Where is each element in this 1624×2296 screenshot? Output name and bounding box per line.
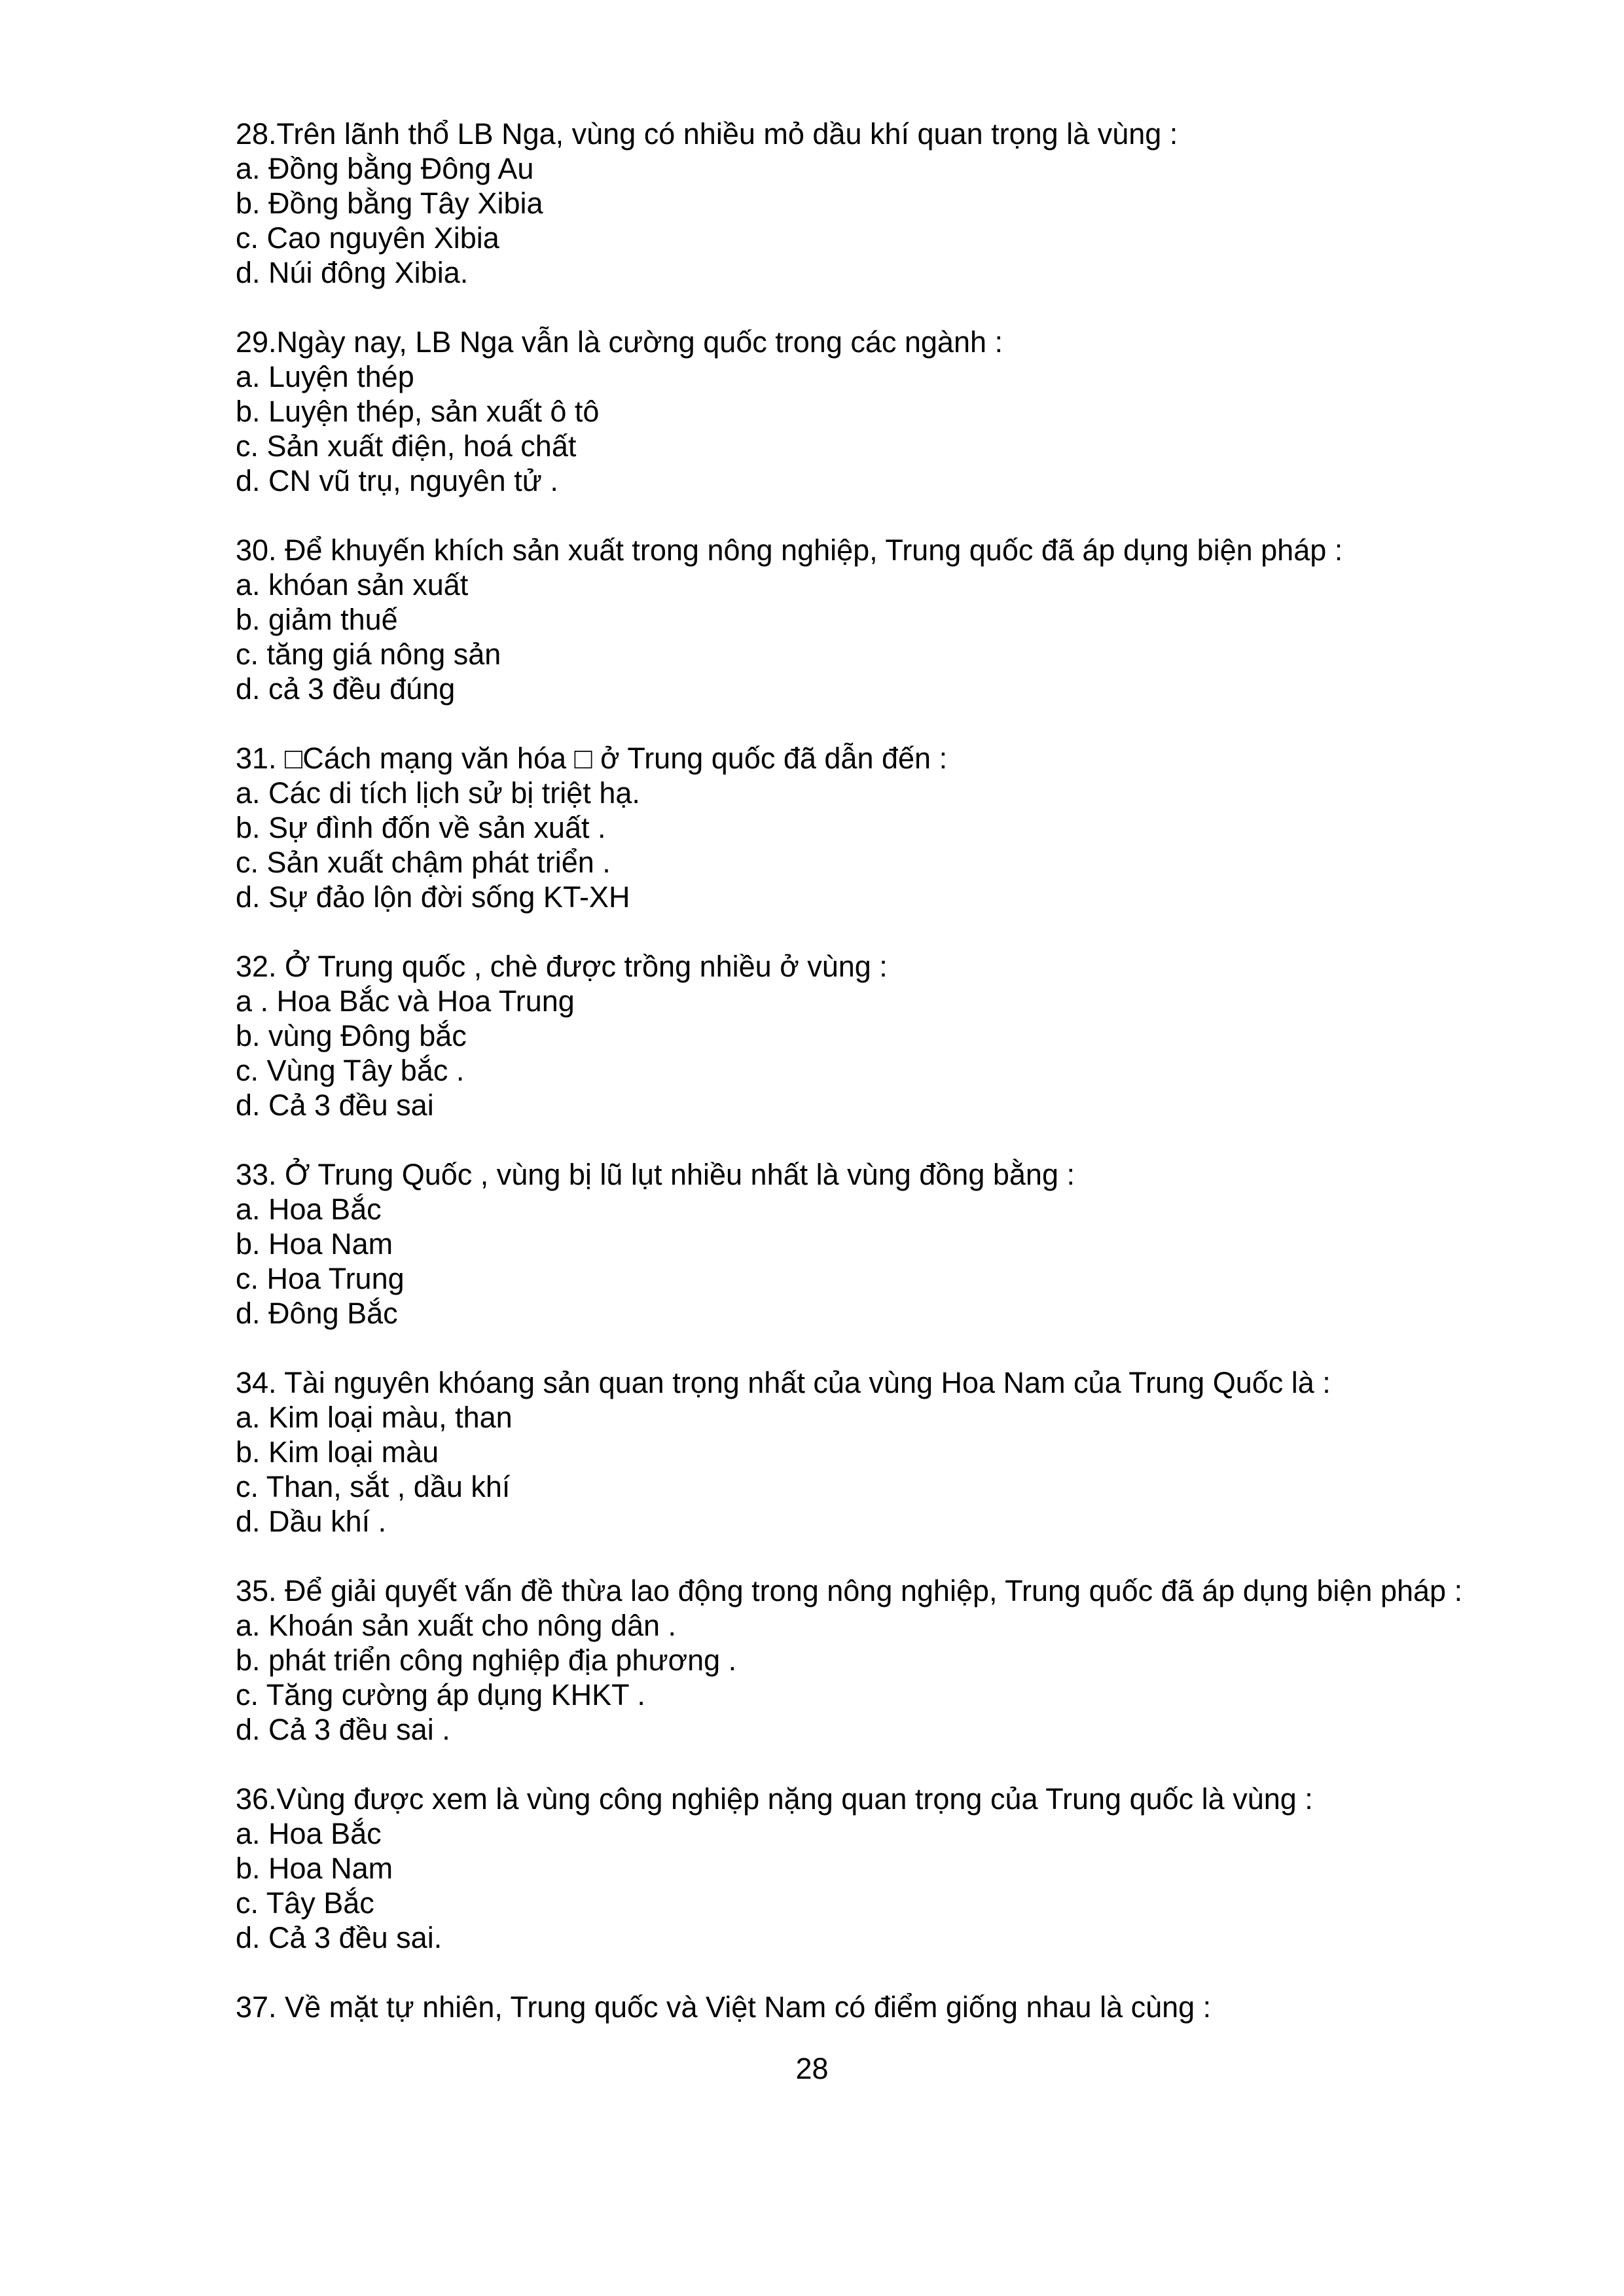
option-a: a. Hoa Bắc [236, 1817, 382, 1850]
question-30 [236, 533, 1532, 706]
option-a: a . Hoa Bắc và Hoa Trung [236, 984, 575, 1018]
option-d: d. CN vũ trụ, nguyên tử . [236, 464, 558, 497]
option-c: c. Sản xuất điện, hoá chất [236, 429, 577, 463]
option-d: d. Núi đông Xibia. [236, 256, 469, 289]
option-c: c. Tăng cường áp dụng KHKT . [236, 1678, 645, 1712]
option-d: d. Cả 3 đều sai. [236, 1921, 442, 1954]
option-d: d. Cả 3 đều sai [236, 1088, 434, 1122]
option-c: c. Than, sắt , dầu khí [236, 1470, 511, 1503]
question-28 [236, 117, 1532, 290]
option-b: b. phát triển công nghiệp địa phương . [236, 1643, 737, 1677]
option-a: a. Khoán sản xuất cho nông dân . [236, 1609, 677, 1642]
question-33 [236, 1157, 1532, 1331]
option-d: d. Dầu khí . [236, 1505, 387, 1538]
question-stem: 33. Ở Trung Quốc , vùng bị lũ lụt nhiều nhất là vùng đồng bằng : [236, 1158, 1075, 1191]
option-b: b. vùng Đông bắc [236, 1019, 467, 1052]
option-c: c. Sản xuất chậm phát triển . [236, 846, 611, 879]
question-35 [236, 1573, 1532, 1747]
question-stem: 28.Trên lãnh thổ LB Nga, vùng có nhiều mỏ dầu khí quan trọng là vùng : [236, 117, 1178, 151]
question-list [236, 117, 1532, 2059]
option-d: d. Sự đảo lộn đời sống KT-XH [236, 880, 630, 914]
option-c: c. Tây Bắc [236, 1886, 374, 1920]
option-b: b. Hoa Nam [236, 1227, 393, 1261]
option-c: c. Cao nguyên Xibia [236, 221, 499, 255]
option-d: d. cả 3 đều đúng [236, 672, 456, 706]
question-stem: 31. □Cách mạng văn hóa □ ở Trung quốc đã dẫn đến : [236, 742, 948, 775]
option-b: b. Hoa Nam [236, 1852, 393, 1885]
question-31 [236, 741, 1532, 914]
question-32 [236, 949, 1532, 1122]
option-c: c. Hoa Trung [236, 1262, 405, 1295]
option-c: c. Vùng Tây bắc . [236, 1054, 465, 1087]
option-b: b. Sự đình đốn về sản xuất . [236, 811, 606, 844]
question-stem: 36.Vùng được xem là vùng công nghiệp nặng quan trọng của Trung quốc là vùng : [236, 1782, 1313, 1816]
page-number: 28 [795, 2052, 829, 2085]
option-a: a. Hoa Bắc [236, 1193, 382, 1226]
option-a: a. Các di tích lịch sử bị triệt hạ. [236, 776, 640, 810]
option-b: b. Đồng bằng Tây Xibia [236, 187, 543, 220]
question-29 [236, 325, 1532, 498]
question-stem: 35. Để giải quyết vấn đề thừa lao động trong nông nghiệp, Trung quốc đã áp dụng biện pháp : [236, 1574, 1463, 1607]
question-36 [236, 1782, 1532, 1955]
question-stem: 29.Ngày nay, LB Nga vẫn là cường quốc trong các ngành : [236, 325, 1003, 359]
option-c: c. tăng giá nông sản [236, 637, 501, 671]
question-stem: 32. Ở Trung quốc , chè được trồng nhiều ở vùng : [236, 950, 888, 983]
question-stem: 34. Tài nguyên khóang sản quan trọng nhất của vùng Hoa Nam của Trung Quốc là : [236, 1366, 1331, 1399]
option-d: d. Cả 3 đều sai . [236, 1713, 450, 1746]
question-37 [236, 1990, 1532, 2024]
option-a: a. Đồng bằng Đông Au [236, 152, 534, 185]
option-a: a. Kim loại màu, than [236, 1401, 513, 1434]
option-d: d. Đông Bắc [236, 1297, 398, 1330]
question-stem: 30. Để khuyến khích sản xuất trong nông nghiệp, Trung quốc đã áp dụng biện pháp : [236, 533, 1343, 567]
option-a: a. Luyện thép [236, 360, 414, 393]
question-34 [236, 1365, 1532, 1539]
option-b: b. Kim loại màu [236, 1435, 439, 1469]
option-b: b. giảm thuế [236, 603, 398, 636]
option-a: a. khóan sản xuất [236, 568, 469, 601]
question-stem: 37. Về mặt tự nhiên, Trung quốc và Việt Nam có điểm giống nhau là cùng : [236, 1990, 1212, 2024]
option-b: b. Luyện thép, sản xuất ô tô [236, 395, 600, 428]
